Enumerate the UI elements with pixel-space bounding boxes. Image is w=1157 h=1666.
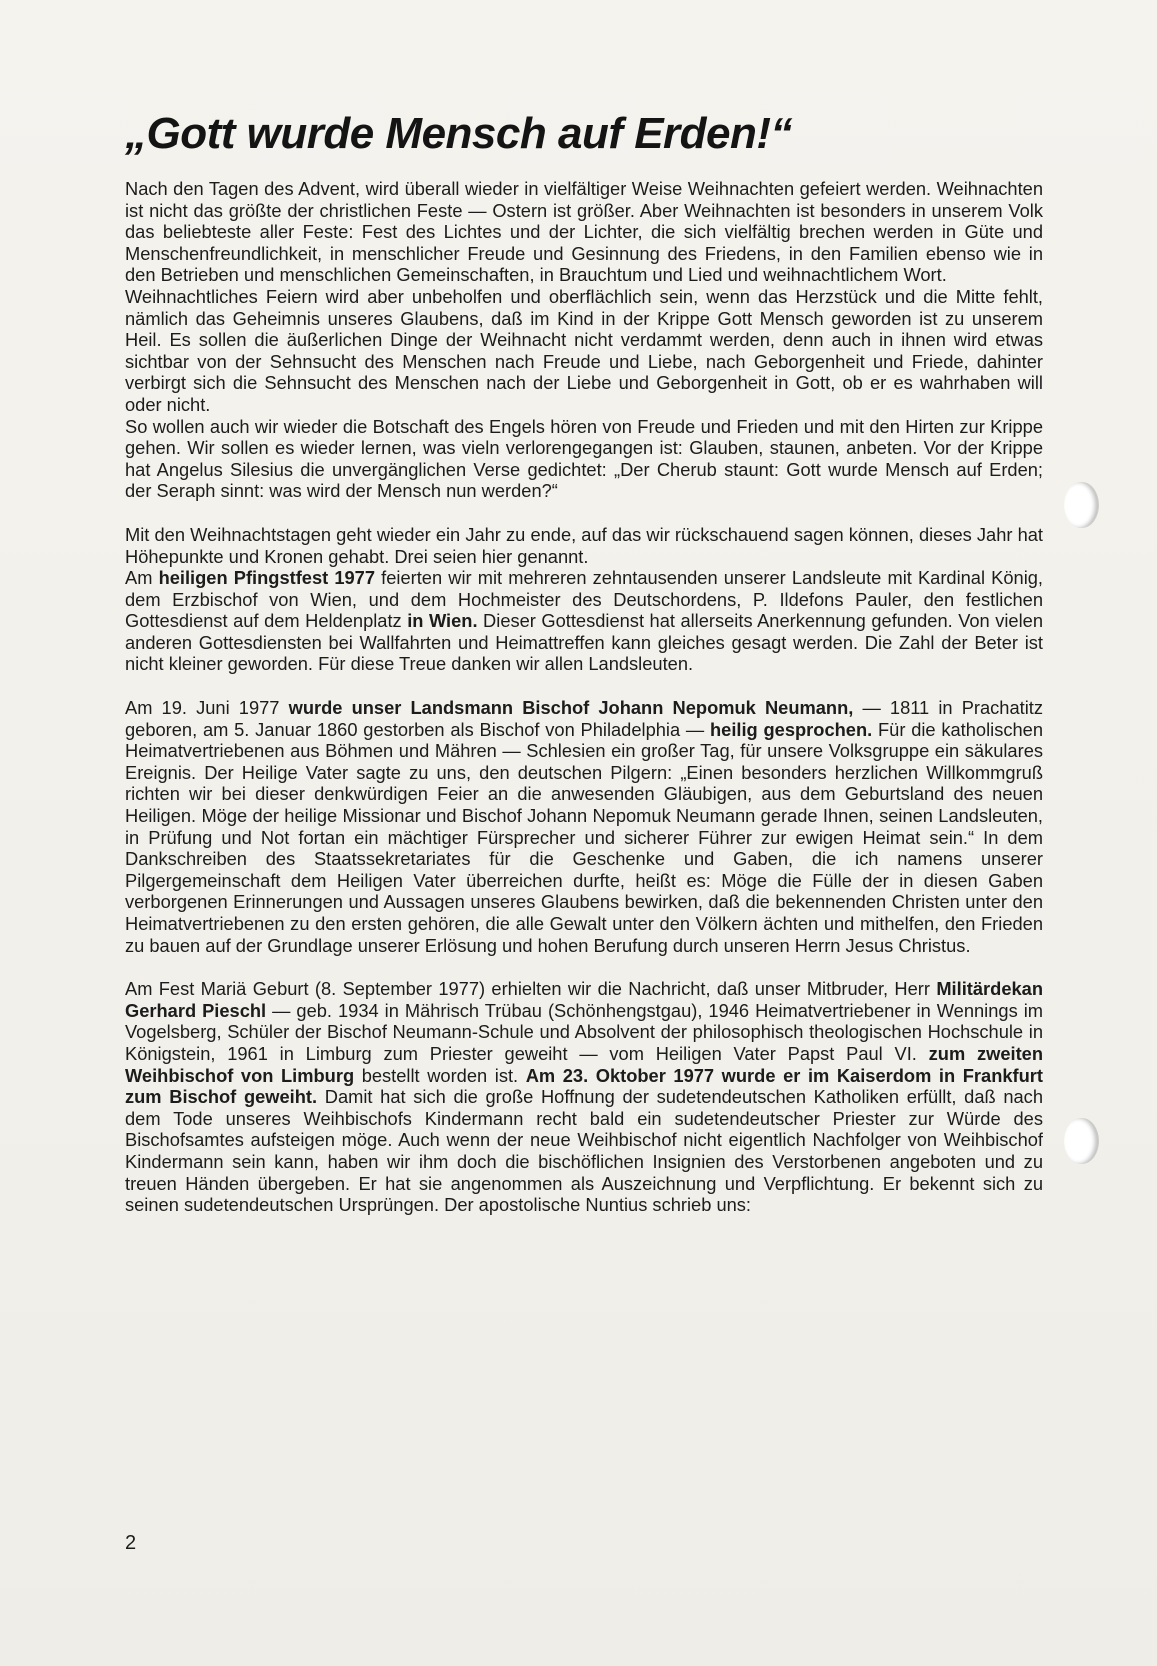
text-run: Für die katholischen Heimatvertriebenen aus Böhmen und Mähren — Schlesien ein großer Tag, für unsere Volksgruppe ein säkulares Ereignis. Der Heilige Vater sagte zu uns, den deutschen Pilgern: „Einen besonders herzlichen Willkommgruß richten wir bei dieser denkwürdigen Feier an die anwesenden Gläubigen, aus dem Geburtsland des neuen Heiligen. Möge der heilige Missionar und Bischof Johann Nepomuk Neumann gerade Ihnen, seinen Landsleuten, in Prüfung und Not fortan ein mächtiger Fürsprecher und sicherer Führer zur ewigen Heimat sein.“ In dem Dankschreiben des Staatssekretariates für die Geschenke und Gaben, die ich namens unserer Pilgergemeinschaft dem Heiligen Vater überreichen durfte, heißt es: Möge die Fülle der in diesen Gaben verborgenen Erinnerungen und Aussagen unseres Glaubens bewirken, daß die bekennenden Christen unter den Heimatvertriebenen zu den ersten gehören, die alle Gewalt unter den Völkern ächten und mithelfen, den Frieden zu bauen auf der Grundlage unserer Erlösung und hohen Berufung durch unseren Herrn Jesus Christus. — [125, 718, 1043, 956]
text-run: Damit hat sich die große Hoffnung der sudetendeutschen Katholiken erfüllt, daß nach dem Tode unseres Weihbischofs Kindermann recht bald ein sudetendeutscher Priester zur Würde des Bischofsamtes aufsteigen möge. Auch wenn der neue Weihbischof nicht eigentlich Nachfolger von Weihbischof Kindermann sein kann, haben wir ihm doch die bischöflichen Insignien des Verstorbenen angeboten und zu treuen Händen übergeben. Er hat sie angenommen als Auszeichnung und Verpflichtung. Er bekennt sich zu seinen sudetendeutschen Ursprüngen. Der apostolische Nuntius schrieb uns: — [125, 1086, 1043, 1216]
paragraph-gap — [125, 502, 1043, 524]
text-run: bestellt worden ist. — [354, 1064, 526, 1086]
punch-hole — [1064, 482, 1098, 528]
text-run: — 1811 in Prachatitz geboren, am 5. Januar 1860 gestorben als Bischof von Philadelphia — — [125, 697, 1044, 740]
body-paragraph — [125, 978, 1043, 1216]
article — [125, 108, 1043, 1216]
text-run: So wollen auch wir wieder die Botschaft des Engels hören von Freude und Frieden und mit den Hirten zur Krippe gehen. Wir sollen es wieder lernen, was vieln verlorengegangen ist: Glauben, staunen, anbeten. Vor der Krippe hat Angelus Silesius die unvergänglichen Verse gedichtet: „Der Cherub staunt: Gott wurde Mensch auf Erden; der Seraph sinnt: was wird der Mensch nun werden?“ — [125, 415, 1043, 502]
article-title: „Gott wurde Mensch auf Erden!“ — [125, 109, 793, 158]
text-run: Am Fest Mariä Geburt (8. September 1977) erhielten wir die Nachricht, daß unser Mitbruder, Herr — [125, 978, 937, 1000]
body-paragraph — [125, 524, 1043, 567]
bold-text: zum zweiten Weihbischof von Limburg — [125, 1042, 1044, 1086]
body-paragraph — [125, 567, 1043, 675]
bold-text: Militärdekan Gerhard Pieschl — [125, 978, 1043, 1021]
punch-hole — [1064, 1118, 1098, 1164]
text-run: feierten wir mit mehreren zehntausenden unserer Landsleute mit Kardinal König, dem Erzbischof von Wien, und dem Hochmeister des Deutschordens, P. Ildefons Pauler, den festlichen Gottesdienst auf dem Heldenplatz — [125, 567, 1043, 632]
bold-text: wurde unser Landsmann Bischof Johann Nepomuk Neumann, — [288, 697, 854, 719]
bold-text: heiligen Pfingstfest 1977 — [158, 567, 376, 589]
text-run: Mit den Weihnachtstagen geht wieder ein Jahr zu ende, auf das wir rückschauend sagen können, dieses Jahr hat Höhepunkte und Kronen gehabt. Drei seien hier genannt. — [125, 523, 1043, 567]
page-number: 2 — [125, 1532, 137, 1554]
bold-text: Am 23. Oktober 1977 wurde er im Kaiserdom in Frankfurt zum Bischof geweiht. — [125, 1064, 1043, 1108]
bold-text: heilig gesprochen. — [709, 718, 873, 740]
paragraph-gap — [125, 675, 1043, 697]
paragraph-gap — [125, 956, 1043, 978]
body-paragraph — [125, 416, 1043, 502]
article-body — [125, 178, 1043, 1216]
body-paragraph — [125, 697, 1043, 956]
text-run: Dieser Gottesdienst hat allerseits Anerkennung gefunden. Von vielen anderen Gottesdiensten bei Wallfahrten und Heimattreffen kann gleiches gesagt werden. Die Zahl der Beter ist nicht kleiner geworden. Für diese Treue danken wir allen Landsleuten. — [125, 610, 1043, 675]
text-run: Weihnachtliches Feiern wird aber unbeholfen und oberflächlich sein, wenn das Herzstück und die Mitte fehlt, nämlich das Geheimnis unseres Glaubens, daß im Kind in der Krippe Gott Mensch geworden ist zu unserem Heil. Es sollen die äußerlichen Dinge der Weihnacht nicht verdammt werden, denn auch in ihnen wird etwas sichtbar von der Sehnsucht des Menschen nach Freude und Liebe, nach Geborgenheit und Friede, dahinter verbirgt sich die Sehnsucht des Menschen nach der Liebe und Geborgenheit in Gott, ob er es wahrhaben will oder nicht. — [125, 285, 1043, 415]
text-run: Am 19. Juni 1977 — [125, 697, 289, 719]
bold-text: in Wien. — [407, 610, 478, 632]
body-paragraph — [125, 178, 1043, 286]
text-run: Nach den Tagen des Advent, wird überall wieder in vielfältiger Weise Weihnachten gefeiert werden. Weihnachten ist nicht das größte der christlichen Feste — Ostern ist größer. Aber Weihnachten ist besonders in unserem Volk das beliebteste aller Feste: Fest des Lichtes und der Lichter, die sich vielfältig brechen werden in Güte und Menschenfreundlichkeit, in menschlicher Freude und Gesinnung des Friedens, in den Familien ebenso wie in den Betrieben und menschlichen Gemeinschaften, in Brauchtum und Lied und weihnachtlichem Wort. — [125, 178, 1043, 286]
text-run: — geb. 1934 in Mährisch Trübau (Schönhengstgau), 1946 Heimatvertriebener in Wennings im Vogelsberg, Schüler der Bischof Neumann-Schule und Absolvent der philosophisch theologischen Hochschule in Königstein, 1961 in Limburg zum Priester geweiht — vom Heiligen Vater Papst Paul VI. — [125, 999, 1043, 1064]
text-run: Am — [125, 567, 159, 589]
body-paragraph — [125, 286, 1043, 416]
